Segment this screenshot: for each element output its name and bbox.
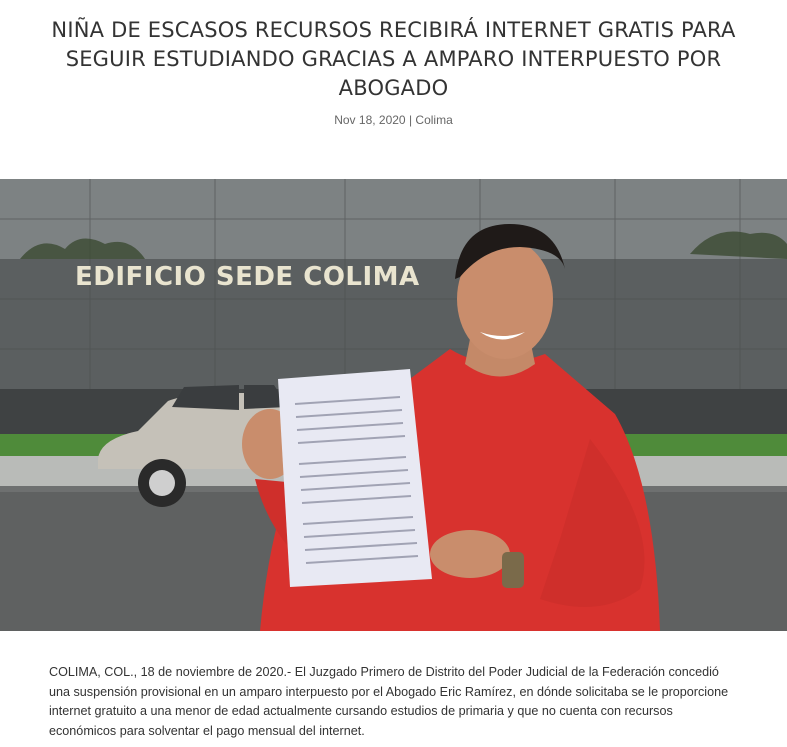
- article-meta: [0, 113, 787, 127]
- held-document: [278, 369, 432, 587]
- article-header: [0, 0, 787, 127]
- article-body: [49, 663, 739, 741]
- article-title: NIÑA DE ESCASOS RECURSOS RECIBIRÁ INTERNET GRATIS PARA SEGUIR ESTUDIANDO GRACIAS A AMPARO INTERPUESTO POR ABOGADO: [51, 18, 736, 100]
- article-paragraph: COLIMA, COL., 18 de noviembre de 2020.- El Juzgado Primero de Distrito del Poder Judicial de la Federación concedió una suspensión provisional en un amparo interpuesto por el Abogado Eric Ramírez, en dónde solicitaba se le proporcione internet gratuito a una menor de edad actualmente cursando estudios de primaria y que no cuenta con recursos económicos para solventar el pago mensual del internet.: [49, 665, 729, 738]
- meta-separator: |: [408, 113, 413, 127]
- featured-image: [0, 179, 787, 631]
- building-sign: EDIFICIO SEDE COLIMA: [75, 262, 420, 292]
- featured-photo: [0, 179, 787, 631]
- publish-date: Nov 18, 2020: [334, 113, 406, 127]
- category-link[interactable]: Colima: [415, 113, 453, 127]
